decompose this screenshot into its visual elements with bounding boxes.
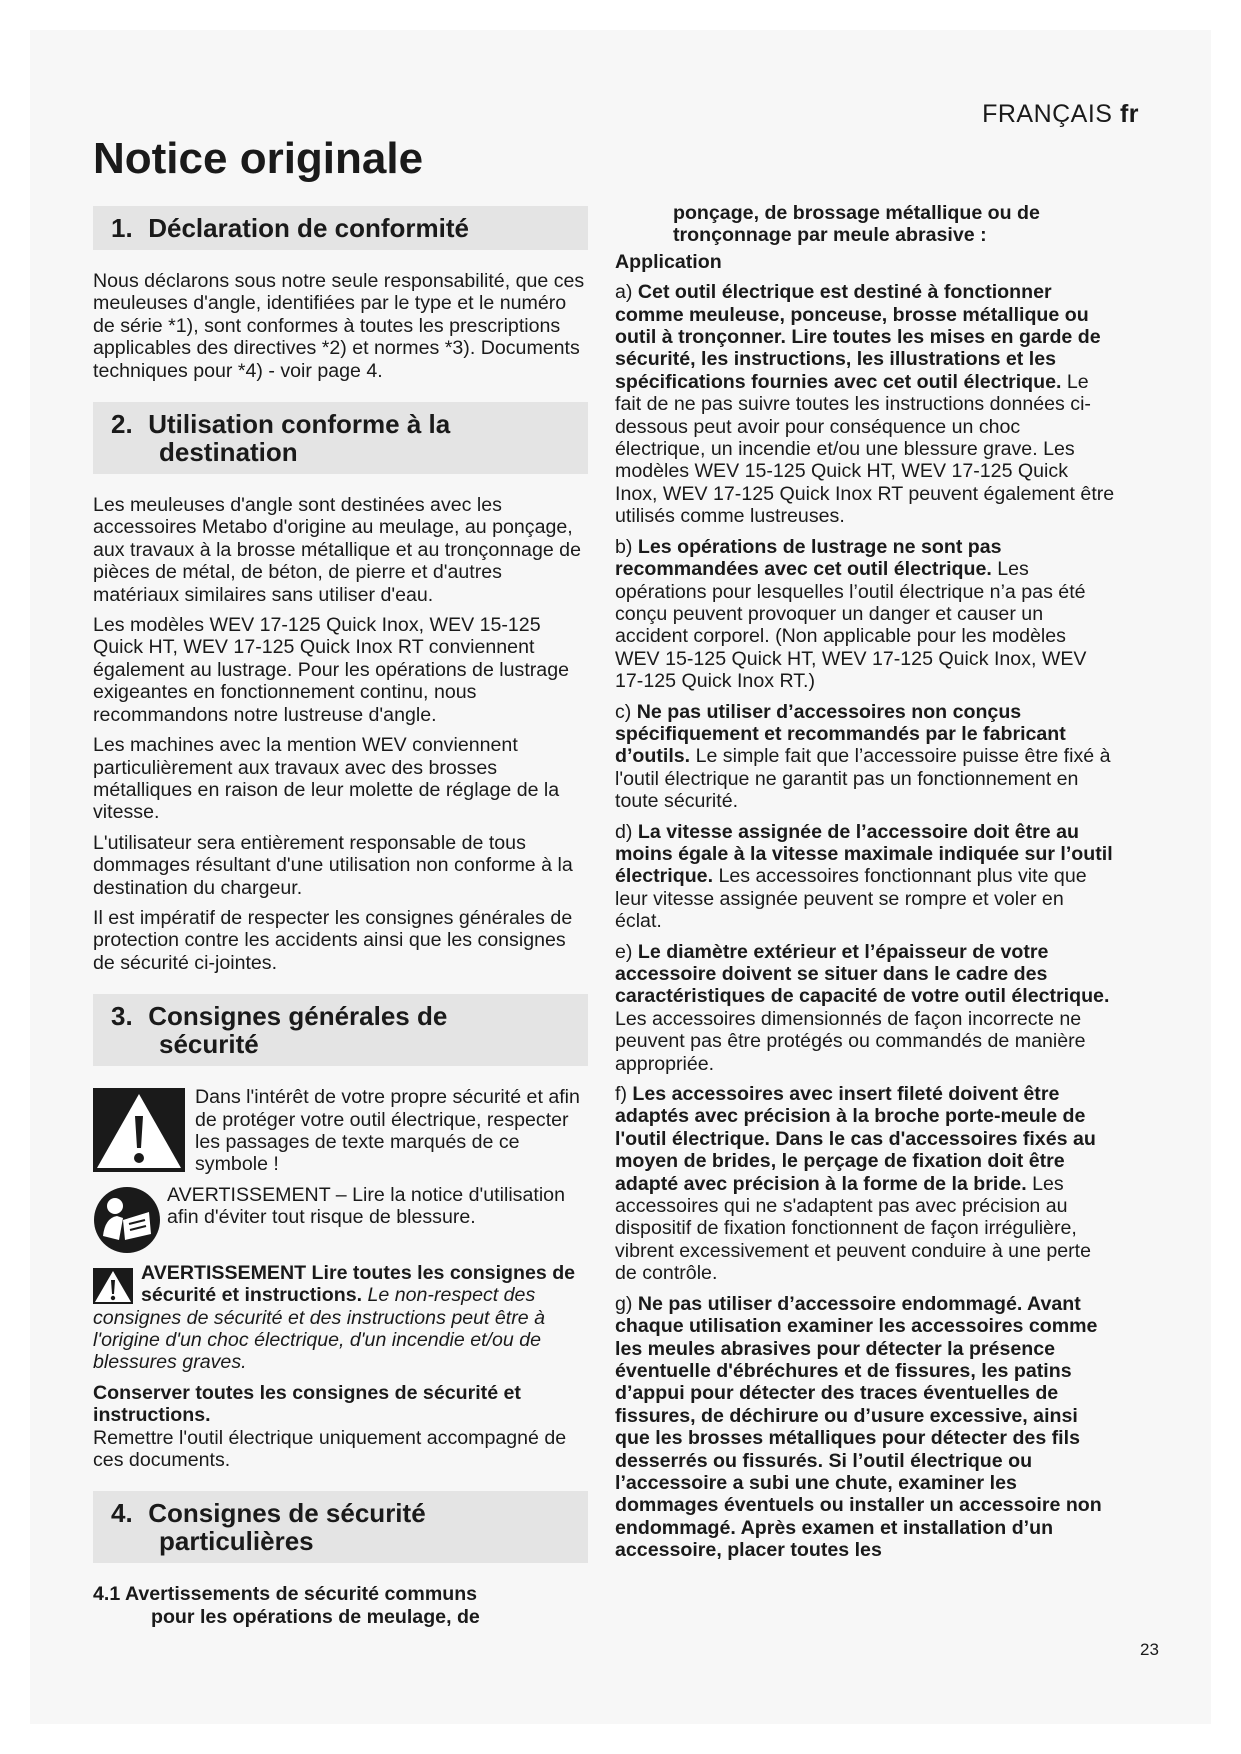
rule-f-letter: f) [615, 1083, 627, 1106]
subsection-4-1-line1: Avertissements de sécurité communs [124, 1583, 478, 1606]
section-3-title-line2: sécurité [159, 1029, 259, 1060]
language-header [982, 100, 1139, 129]
rule-a-text: Le fait de ne pas suivre toutes les instructions données ci-dessous peut avoir pour conséquence un choc électrique, un incendie et/ou une blessure grave. Les modèles WEV 15-125 Quick HT, WEV 17-125 Quick Inox, WEV 17-125 Quick Inox RT peuvent également être utilisés comme lustreuses. [615, 370, 1115, 528]
rule-b-bold: Les opérations de lustrage ne sont pas recommandées avec cet outil électrique. [615, 535, 1002, 581]
right-column [615, 202, 1115, 1570]
general-warning-bold: AVERTISSEMENT Lire toutes les consignes de sécurité et instructions. [141, 1261, 576, 1307]
application-label: Application [615, 250, 722, 273]
subsection-4-1-heading [93, 1583, 588, 1628]
rule-c-text: Le simple fait que l’accessoire puisse être fixé à l'outil électrique ne garantit pas un fonctionnement en toute sécurité. [615, 745, 1111, 813]
section-2-title-line1: Utilisation conforme à la [148, 409, 451, 440]
general-warning-italic: Le non-respect des consignes de sécurité et des instructions peut être à l'origine d'un choc électrique, d'un incendie et/ou de blessures graves. [93, 1284, 546, 1374]
rule-e-letter: e) [615, 940, 633, 963]
rule-d-text: Les accessoires fonctionnant plus vite que leur vitesse assignée peuvent se rompre et voler en éclat. [615, 865, 1087, 933]
rule-d-letter: d) [615, 820, 633, 843]
section-1-title: Déclaration de conformité [148, 213, 469, 243]
keep-instructions-text: Remettre l'outil électrique uniquement accompagné de ces documents. [93, 1426, 567, 1472]
section-3-title-line1: Consignes générales de [148, 1001, 448, 1032]
rule-e-text: Les accessoires dimensionnés de façon incorrecte ne peuvent pas être protégés ou commandés de manière appropriée. [615, 1007, 1086, 1075]
section-2-paragraph-1: Les meuleuses d'angle sont destinées avec les accessoires Metabo d'origine au meulage, au ponçage, aux travaux à la brosse métallique et au tronçonnage de pièces de métal, de béton, de pierre et d'autres matériaux similaires sans utiliser d'eau. [93, 494, 581, 606]
section-2-paragraph-4: L'utilisateur sera entièrement responsable de tous dommages résultant d'une utilisation non conforme à la destination du chargeur. [93, 831, 573, 899]
rule-b [615, 536, 1115, 693]
rule-d-bold: La vitesse assignée de l’accessoire doit être au moins égale à la vitesse maximale indiquée sur l’outil électrique. [615, 820, 1113, 888]
section-2-heading [93, 402, 588, 474]
section-2-paragraph-2: Les modèles WEV 17-125 Quick Inox, WEV 15-125 Quick HT, WEV 17-125 Quick Inox RT conviennent également au lustrage. Pour les opérations de lustrage exigeantes en fonctionnement continu, nous recommandons notre lustreuse d'angle. [93, 614, 569, 726]
safety-symbol-note [93, 1086, 588, 1176]
section-2-title-line2: destination [159, 437, 298, 468]
section-1-heading [93, 206, 588, 250]
section-1-number: 1. [111, 213, 133, 243]
section-4-number: 4. [111, 1498, 133, 1529]
rule-c-letter: c) [615, 700, 632, 723]
rule-a-letter: a) [615, 281, 633, 304]
language-label: FRANÇAIS [982, 100, 1113, 128]
rule-b-letter: b) [615, 535, 633, 558]
rule-g-letter: g) [615, 1292, 633, 1315]
subsection-4-1-line2: pour les opérations de meulage, de [151, 1605, 480, 1628]
subsection-4-1-line4: tronçonnage par meule abrasive : [673, 224, 987, 247]
warning-triangle-icon [93, 1088, 185, 1172]
keep-instructions-bold: Conserver toutes les consignes de sécurité et instructions. [93, 1381, 521, 1427]
subsection-4-1-number: 4.1 [93, 1583, 121, 1606]
safety-symbol-text: Dans l'intérêt de votre propre sécurité et afin de protéger votre outil électrique, respecter les passages de texte marqués de ce symbole ! [195, 1086, 580, 1176]
rule-f-bold: Les accessoires avec insert fileté doivent être adaptés avec précision à la broche porte-meule de l'outil électrique. Dans le cas d'accessoires fixés au moyen de brides, le perçage de fixation doit être adapté avec précision à la forme de la bride. [615, 1083, 1096, 1195]
section-3-heading [93, 994, 588, 1066]
read-manual-icon [93, 1186, 161, 1254]
left-column [93, 206, 588, 1628]
rule-d [615, 821, 1115, 933]
page-title: Notice originale [93, 134, 424, 183]
rule-e [615, 941, 1115, 1075]
page-number: 23 [1140, 1640, 1159, 1659]
subsection-4-1-line3: ponçage, de brossage métallique ou de [673, 202, 1040, 224]
rule-g-bold: Ne pas utiliser d’accessoire endommagé. Avant chaque utilisation examiner les accessoires comme les meules abrasives pour détecter la présence éventuelle d'ébréchures et de fissures, les patins d’appui pour détecter des traces éventuelles de fissures, de déchirure ou d’usure excessive, ainsi que les brosses métalliques pour détecter des fils desserrés ou fissurés. Si l’outil électrique ou l’accessoire a subi une chute, examiner les dommages éventuels ou installer un accessoire non endommagé. Après examen et installation d’un accessoire, placer toutes les [615, 1292, 1102, 1562]
section-4-title-line1: Consignes de sécurité [148, 1498, 426, 1529]
small-warning-triangle-icon [93, 1268, 133, 1304]
section-2-paragraph-5: Il est impératif de respecter les consignes générales de protection contre les accidents ainsi que les consignes de sécurité ci-jointes. [93, 906, 573, 974]
rule-c [615, 701, 1115, 813]
section-2-number: 2. [111, 409, 133, 440]
rule-c-bold: Ne pas utiliser d’accessoires non conçus spécifiquement et recommandés par le fabricant d’outils. [615, 700, 1066, 768]
rule-g [615, 1293, 1115, 1562]
general-warning [93, 1262, 588, 1374]
section-2-paragraph-3: Les machines avec la mention WEV conviennent particulièrement aux travaux avec des brosses métalliques en raison de leur molette de réglage de la vitesse. [93, 734, 560, 824]
rule-b-text: Les opérations pour lesquelles l’outil électrique n’a pas été conçu peuvent provoquer un danger et causer un accident corporel. (Non applicable pour les modèles WEV 15-125 Quick HT, WEV 17-125 Quick Inox, WEV 17-125 Quick Inox RT.) [615, 558, 1087, 693]
rule-a [615, 281, 1115, 527]
section-4-heading [93, 1491, 588, 1563]
read-manual-note [93, 1184, 588, 1254]
rule-e-bold: Le diamètre extérieur et l’épaisseur de votre accessoire doivent se situer dans le cadre des caractéristiques de capacité de votre outil électrique. [615, 940, 1110, 1008]
rule-f-text: Les accessoires qui ne s'adaptent pas avec précision au dispositif de fixation fonctionnent de façon irrégulière, vibrent excessivement et peuvent conduire à une perte de contrôle. [615, 1172, 1091, 1285]
language-code: fr [1119, 100, 1139, 128]
section-3-number: 3. [111, 1001, 133, 1032]
read-manual-text: AVERTISSEMENT – Lire la notice d'utilisation afin d'éviter tout risque de blessure. [167, 1183, 565, 1229]
section-4-title-line2: particulières [159, 1526, 314, 1557]
rule-a-bold: Cet outil électrique est destiné à fonctionner comme meuleuse, ponceuse, brosse métallique ou outil à tronçonner. Lire toutes les mises en garde de sécurité, les instructions, les illustrations et les spécifications fournies avec cet outil électrique. [615, 281, 1101, 393]
section-1-body: Nous déclarons sous notre seule responsabilité, que ces meuleuses d'angle, identifiées par le type et le numéro de série *1), sont conformes à toutes les prescriptions applicables des directives *2) et normes *3). Documents techniques pour *4) - voir page 4. [93, 270, 585, 382]
rule-f [615, 1083, 1115, 1285]
